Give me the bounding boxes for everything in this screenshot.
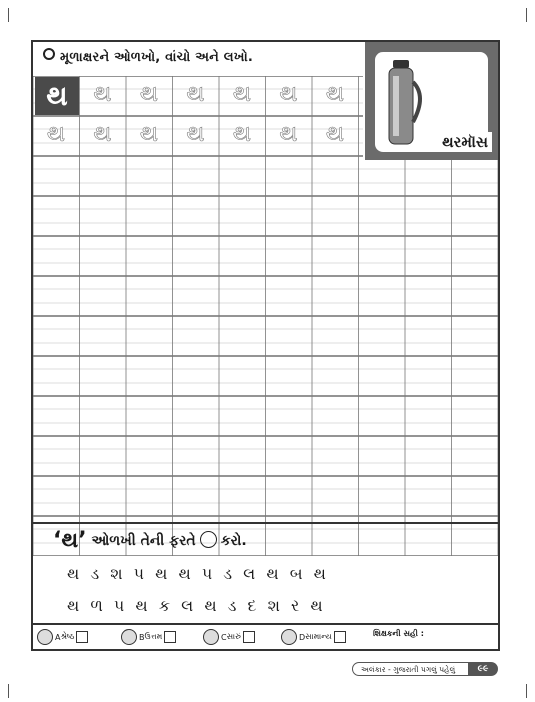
grading-footer <box>33 623 498 649</box>
trace-letter: થ <box>139 79 159 107</box>
grade-letter: C <box>221 632 227 642</box>
instruction <box>43 48 253 65</box>
page-number: ૯૯ <box>468 662 498 676</box>
picture-label: થરમૉસ <box>438 132 492 152</box>
trace-letter: થ <box>46 119 66 147</box>
smiley-icon <box>37 629 53 645</box>
circle-icon <box>200 531 217 548</box>
letter-row-2: થ ળ પ થ ક લ થ ડ દ શ ર થ <box>67 596 326 615</box>
trace-letter: થ <box>232 119 252 147</box>
trace-letter: થ <box>325 79 345 107</box>
grade-label: સારું <box>226 632 241 641</box>
smiley-icon <box>203 629 219 645</box>
grade-label: શ્રેષ્ઠ <box>60 632 75 641</box>
teacher-sign: શિક્ષકની સહી : <box>373 629 424 638</box>
task-heading <box>53 528 247 553</box>
grade-letter: A <box>55 632 61 642</box>
crop-mark <box>526 684 527 698</box>
grade-b[interactable] <box>121 629 176 645</box>
checkbox[interactable] <box>76 631 88 643</box>
crop-mark <box>8 8 9 22</box>
instruction-text: મૂળાક્ષરને ઓળખો, વાંચો અને લખો. <box>60 50 254 65</box>
crop-mark <box>526 8 527 22</box>
trace-letter: થ <box>93 119 112 147</box>
identify-task <box>33 522 498 626</box>
trace-letter: થ <box>186 119 205 147</box>
task-letter: ‘થ’ <box>53 528 87 553</box>
checkbox[interactable] <box>164 631 176 643</box>
trace-letter: થ <box>232 79 252 107</box>
model-letter: થ <box>35 77 79 115</box>
letter-row-1: થ ડ શ પ થ થ પ ડ લ થ બ થ <box>67 564 329 583</box>
smiley-icon <box>281 629 297 645</box>
trace-letter: થ <box>186 79 205 107</box>
book-title: અલંકાર - ગુજરાતી પગલું પહેલું <box>352 662 494 676</box>
grade-label: ઉત્તમ <box>144 632 163 641</box>
smiley-icon <box>121 629 137 645</box>
grade-letter: D <box>299 632 306 642</box>
crop-mark <box>8 684 9 698</box>
checkbox[interactable] <box>243 631 255 643</box>
trace-letter: થ <box>325 119 345 147</box>
checkbox[interactable] <box>334 631 346 643</box>
grade-letter: B <box>139 632 145 642</box>
trace-letter: થ <box>279 119 298 147</box>
trace-letter: થ <box>139 119 159 147</box>
task-text-end: કરો. <box>220 533 247 549</box>
trace-letter: થ <box>93 79 112 107</box>
worksheet <box>31 40 500 651</box>
grade-a[interactable] <box>37 629 88 645</box>
grade-c[interactable] <box>203 629 255 645</box>
task-text: ઓળખી તેની ફરતે <box>91 533 196 549</box>
grade-label: સામાન્ય <box>305 632 332 641</box>
trace-letter: થ <box>279 79 298 107</box>
grade-d[interactable] <box>281 629 346 645</box>
picture-box <box>365 42 498 160</box>
